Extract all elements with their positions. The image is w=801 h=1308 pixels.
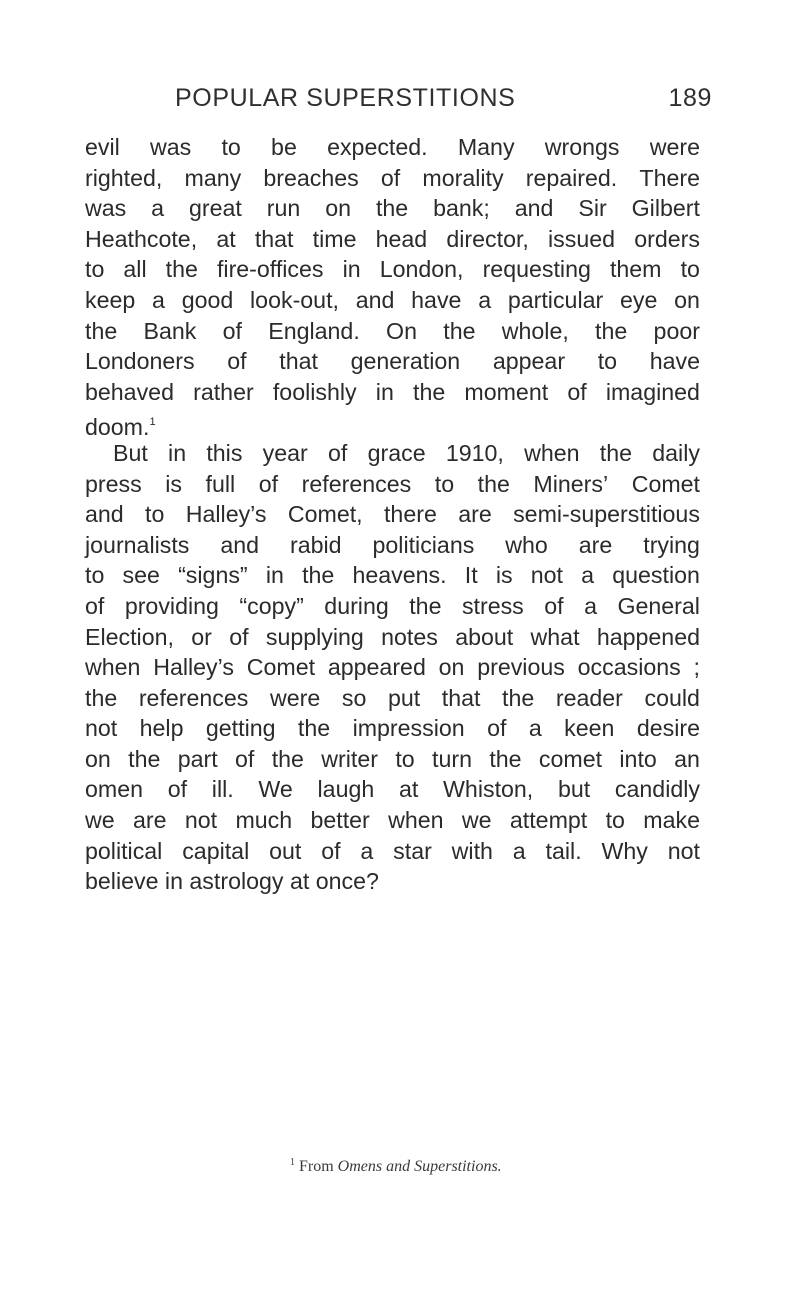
word: whole,	[501, 317, 569, 344]
word: not	[667, 837, 700, 864]
word: candidly	[614, 776, 700, 803]
word: We	[258, 776, 293, 803]
word: the	[128, 745, 161, 772]
word: into	[619, 745, 657, 772]
word: about	[455, 623, 514, 650]
footnote-mark: 1	[290, 1157, 295, 1168]
word: the	[165, 256, 198, 283]
word: are	[458, 501, 492, 528]
word: the	[413, 378, 446, 405]
word: breaches	[263, 164, 359, 191]
word: at	[398, 776, 419, 803]
word: there	[383, 501, 437, 528]
text-line	[85, 132, 700, 163]
word: of	[321, 837, 341, 864]
word: General	[617, 592, 700, 619]
word: see	[122, 562, 160, 589]
word: Comet	[246, 654, 316, 681]
word: Why	[601, 837, 648, 864]
word: a	[581, 562, 595, 589]
text-line	[85, 683, 700, 714]
word: orders	[634, 225, 700, 252]
word: or	[191, 623, 212, 650]
word: out	[269, 837, 302, 864]
word: laugh	[317, 776, 375, 803]
word: appeared	[327, 654, 426, 681]
word: capital	[182, 837, 250, 864]
word: Gilbert	[631, 195, 700, 222]
word: references	[301, 470, 412, 497]
text-line	[85, 285, 700, 316]
word: attempt	[509, 807, 588, 834]
text-line	[85, 316, 700, 347]
word: foolishly	[272, 378, 357, 405]
text-line	[85, 713, 700, 744]
word: requesting	[482, 256, 591, 283]
word: a	[478, 286, 492, 313]
word: the	[271, 745, 304, 772]
word: Halley’s	[153, 654, 234, 681]
word: and	[514, 195, 554, 222]
word: many	[184, 164, 242, 191]
word: in	[375, 378, 394, 405]
text-line	[85, 836, 700, 867]
text-line	[85, 469, 700, 500]
word: help	[139, 715, 184, 742]
word: great	[189, 195, 242, 222]
word: rabid	[289, 531, 342, 558]
text-line	[85, 438, 700, 469]
word: On	[386, 317, 417, 344]
word: full	[205, 470, 236, 497]
word: the	[85, 684, 118, 711]
word: Heathcote,	[85, 225, 198, 252]
word: tail.	[545, 837, 582, 864]
word: is	[495, 562, 513, 589]
footnote	[290, 1157, 502, 1176]
word: so	[341, 684, 367, 711]
word: an	[674, 745, 700, 772]
text-line	[85, 591, 700, 622]
text-line	[85, 499, 700, 530]
word: of	[229, 623, 249, 650]
word: to	[434, 470, 455, 497]
word: providing	[124, 592, 219, 619]
word: of	[222, 317, 242, 344]
word: not	[85, 715, 118, 742]
word: the	[85, 317, 118, 344]
word: was	[85, 195, 127, 222]
word: supplying	[265, 623, 364, 650]
word: a	[512, 837, 526, 864]
word: have	[649, 348, 700, 375]
word: make	[643, 807, 700, 834]
word: writer	[321, 745, 378, 772]
word: Whiston,	[443, 776, 534, 803]
word: keep	[85, 286, 136, 313]
word: of	[227, 348, 247, 375]
word: righted,	[85, 164, 163, 191]
word: the	[443, 317, 476, 344]
word: in	[168, 439, 187, 466]
word: reader	[555, 684, 623, 711]
text-line	[85, 774, 700, 805]
word: political	[85, 837, 163, 864]
word: when	[524, 439, 580, 466]
word: when	[85, 654, 141, 681]
word: impression	[352, 715, 465, 742]
word: on	[325, 195, 352, 222]
running-head	[175, 84, 712, 120]
word: imagined	[605, 378, 700, 405]
word: But	[113, 439, 148, 466]
word: part	[177, 745, 218, 772]
text-line	[85, 346, 700, 377]
word: of	[258, 470, 279, 497]
word: grace	[367, 439, 426, 466]
word: that	[441, 684, 481, 711]
word: Londoners	[85, 348, 195, 375]
word: 1910,	[445, 439, 504, 466]
word: occasions	[577, 654, 681, 681]
word: to	[85, 256, 105, 283]
word: were	[649, 134, 700, 160]
word: during	[324, 592, 389, 619]
word: generation	[350, 348, 461, 375]
text-line	[85, 805, 700, 836]
word: put	[387, 684, 421, 711]
word: issued	[548, 225, 616, 252]
word: be	[271, 134, 297, 160]
word: of	[544, 592, 564, 619]
word: of	[487, 715, 507, 742]
word: a	[584, 592, 597, 619]
word: politicians	[372, 531, 475, 558]
word: is	[165, 470, 182, 497]
word: the	[502, 684, 535, 711]
page-number: 189	[668, 84, 712, 112]
word: better	[310, 807, 370, 834]
word: previous	[477, 654, 565, 681]
word: of	[85, 592, 105, 619]
word: on	[438, 654, 465, 681]
word: and	[220, 531, 260, 558]
word: London,	[379, 256, 464, 283]
word: poor	[653, 317, 700, 344]
word: references	[138, 684, 249, 711]
word: we	[461, 807, 492, 834]
text-line	[85, 224, 700, 255]
word: a	[151, 195, 165, 222]
word: Many	[457, 134, 515, 160]
word: wrongs	[544, 134, 620, 160]
word: There	[639, 164, 700, 191]
word: Bank	[143, 317, 197, 344]
word: question	[612, 562, 700, 589]
word: when	[388, 807, 444, 834]
line-text: believe in astrology at once?	[85, 868, 379, 895]
word: ;	[693, 654, 700, 681]
word: omen	[85, 776, 144, 803]
word: ill.	[211, 776, 234, 803]
word: behaved	[85, 378, 174, 405]
word: we	[85, 807, 115, 834]
word: that	[279, 348, 318, 375]
text-line	[85, 560, 700, 591]
word: evil	[85, 134, 120, 160]
word: fire-offices	[216, 256, 324, 283]
word: It	[464, 562, 478, 589]
word: keen	[564, 715, 615, 742]
word: the	[599, 439, 633, 466]
paragraph	[85, 132, 700, 441]
word: the	[477, 470, 510, 497]
word: journalists	[85, 531, 190, 558]
word: that	[254, 225, 294, 252]
text-line	[85, 530, 700, 561]
word: notes	[381, 623, 438, 650]
word: morality	[422, 164, 504, 191]
word: look-out,	[250, 286, 339, 313]
word: this	[206, 439, 243, 466]
word: a	[360, 837, 374, 864]
word: semi-superstitious	[513, 501, 700, 528]
word: to	[85, 562, 105, 589]
word: appear	[492, 348, 566, 375]
word: moment	[464, 378, 549, 405]
body-text	[85, 132, 700, 897]
word: on	[674, 286, 700, 313]
word: but	[557, 776, 591, 803]
word: of	[380, 164, 401, 191]
word: could	[644, 684, 700, 711]
footnote-source-title: Omens and Superstitions.	[337, 1158, 502, 1175]
word: expected.	[327, 134, 428, 160]
word: head	[375, 225, 428, 252]
word: in	[342, 256, 361, 283]
word: the	[302, 562, 335, 589]
word: bank;	[433, 195, 490, 222]
word: the	[409, 592, 442, 619]
text-line	[85, 193, 700, 224]
word: are	[578, 531, 613, 558]
word: have	[411, 286, 462, 313]
word: Comet	[631, 470, 700, 497]
word: who	[505, 531, 548, 558]
word: a	[528, 715, 542, 742]
word: repaired.	[525, 164, 618, 191]
word: “signs”	[178, 562, 248, 589]
word: director,	[446, 225, 529, 252]
text-line	[85, 744, 700, 775]
text-line	[85, 254, 700, 285]
word: time	[312, 225, 357, 252]
word: good	[181, 286, 234, 313]
word: star	[393, 837, 432, 864]
word: of	[567, 378, 587, 405]
word: a	[152, 286, 165, 313]
word: of	[235, 745, 255, 772]
word: daily	[652, 439, 700, 466]
text-line	[85, 163, 700, 194]
word: to	[395, 745, 415, 772]
footnote-reference: 1	[149, 416, 156, 429]
word: them	[609, 256, 662, 283]
word: to	[605, 807, 625, 834]
word: of	[328, 439, 348, 466]
paragraph	[85, 438, 700, 897]
word: in	[265, 562, 284, 589]
word: comet	[538, 745, 603, 772]
word: was	[150, 134, 192, 160]
word: Sir	[578, 195, 607, 222]
text-line	[85, 652, 700, 683]
line-text: doom.$^1$	[85, 414, 156, 441]
text-line	[85, 377, 700, 408]
word: press	[85, 470, 142, 497]
word: run	[266, 195, 301, 222]
word: of	[167, 776, 188, 803]
word: happened	[596, 623, 700, 650]
word: the	[297, 715, 331, 742]
word: to	[221, 134, 241, 160]
word: at	[216, 225, 236, 252]
word: the	[489, 745, 522, 772]
word: with	[451, 837, 493, 864]
word: the	[595, 317, 628, 344]
word: rather	[193, 378, 254, 405]
word: are	[133, 807, 167, 834]
word: getting	[205, 715, 276, 742]
word: Comet,	[287, 501, 363, 528]
word: year	[262, 439, 308, 466]
word: were	[269, 684, 321, 711]
text-line-last	[85, 407, 700, 441]
running-title: POPULAR SUPERSTITIONS	[175, 84, 516, 112]
word: and	[85, 501, 124, 528]
text-line	[85, 622, 700, 653]
word: Halley’s	[185, 501, 267, 528]
word: stress	[461, 592, 524, 619]
word: heavens.	[352, 562, 447, 589]
text-line-last	[85, 866, 700, 897]
word: to	[680, 256, 700, 283]
word: England.	[268, 317, 360, 344]
word: to	[597, 348, 618, 375]
word: the	[375, 195, 409, 222]
footnote-prefix: From	[299, 1158, 334, 1175]
word: not	[184, 807, 218, 834]
word: desire	[636, 715, 700, 742]
word: particular	[507, 286, 604, 313]
word: eye	[619, 286, 658, 313]
word: on	[85, 745, 111, 772]
word: Election,	[85, 623, 174, 650]
word: turn	[432, 745, 472, 772]
word: and	[355, 286, 395, 313]
word: Miners’	[533, 470, 609, 497]
word: “copy”	[239, 592, 304, 619]
word: not	[530, 562, 563, 589]
word: trying	[643, 531, 700, 558]
word: all	[123, 256, 147, 283]
word: much	[235, 807, 293, 834]
word: what	[530, 623, 580, 650]
word: to	[145, 501, 165, 528]
